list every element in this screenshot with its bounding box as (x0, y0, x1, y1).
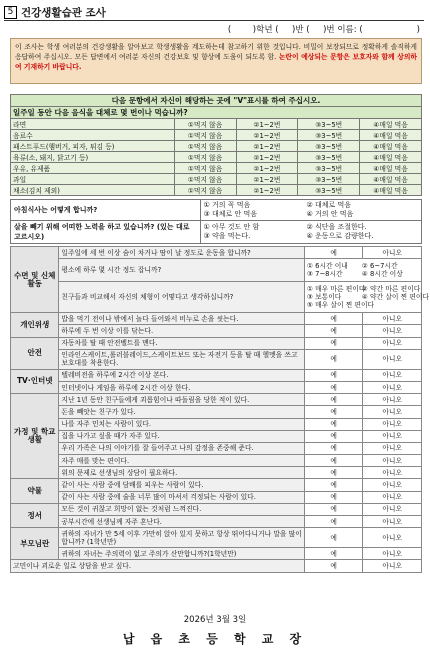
school-principal: 납 읍 초 등 학 교 장 (122, 632, 308, 646)
habit-option[interactable]: ② 식단을 조절한다. (306, 223, 367, 231)
question-text: 위의 문제로 선생님의 상담이 필요하다. (59, 467, 304, 479)
yes-option[interactable]: 예 (304, 479, 363, 491)
yes-option[interactable]: 예 (304, 528, 363, 548)
survey-row (11, 491, 422, 503)
yes-option[interactable]: 예 (304, 349, 363, 369)
no-option[interactable]: 아니오 (363, 516, 422, 528)
category-label: 가정 및 학교생활 (11, 394, 59, 479)
food-option-cell[interactable]: ④매일 먹음 (360, 119, 422, 130)
survey-row (11, 247, 422, 259)
survey-row (11, 349, 422, 369)
food-option-cell[interactable]: ②1~2번 (236, 163, 298, 174)
habit-option[interactable]: ① 아무 것도 안 함 (203, 223, 260, 231)
no-option[interactable]: 아니오 (363, 406, 422, 418)
question-text: 공부시간에 선생님께 자주 혼난다. (59, 516, 304, 528)
no-option[interactable]: 아니오 (363, 467, 422, 479)
yes-option[interactable]: 예 (304, 325, 363, 337)
habit-option[interactable]: ④ 거의 안 먹음 (306, 210, 354, 218)
section-number: 5 (4, 6, 17, 19)
question-text: 친구들과 비교해서 자신의 체형이 어떻다고 생각하십니까? (59, 282, 304, 313)
no-option[interactable]: 아니오 (363, 369, 422, 381)
food-item-label: 음료수 (11, 130, 175, 141)
survey-row (11, 442, 422, 454)
question-text: 모든 것이 귀찮고 희망이 없는 것처럼 느껴진다. (59, 503, 304, 515)
no-option[interactable]: 아니오 (363, 430, 422, 442)
category-label: 수면 및 신체활동 (11, 247, 59, 313)
food-option-cell[interactable]: ②1~2번 (236, 130, 298, 141)
no-option[interactable]: 아니오 (363, 455, 422, 467)
question-text: 집을 나가고 싶을 때가 자주 있다. (59, 430, 304, 442)
no-option[interactable]: 아니오 (363, 313, 422, 325)
question-text: 귀하의 자녀가 만 5세 이후 가만히 앉아 있지 못하고 항상 뛰어다니거나 말을 많이 합니까? (1학년만) (59, 528, 304, 548)
food-option-cell[interactable]: ①먹지 않음 (174, 174, 236, 185)
survey-row (11, 313, 422, 325)
yes-option[interactable]: 예 (304, 430, 363, 442)
yes-option[interactable]: 예 (304, 442, 363, 454)
no-option[interactable]: 아니오 (363, 247, 422, 259)
choice-option[interactable]: ② 6~7시간 (361, 262, 398, 271)
yes-option[interactable]: 예 (304, 313, 363, 325)
habit-question-row (11, 221, 422, 244)
food-option-cell[interactable]: ①먹지 않음 (174, 119, 236, 130)
yes-option[interactable]: 예 (304, 548, 363, 560)
food-row (11, 141, 422, 152)
yes-option[interactable]: 예 (304, 381, 363, 393)
food-option-cell[interactable]: ①먹지 않음 (174, 130, 236, 141)
habit-question-row (11, 200, 422, 221)
survey-row (11, 406, 422, 418)
yes-option[interactable]: 예 (304, 491, 363, 503)
student-info-line[interactable]: ( )학년 ( )반 ( )번 이름: ( ) (227, 25, 420, 35)
food-option-cell[interactable]: ②1~2번 (236, 119, 298, 130)
question-text: 텔레비전을 하루에 2시간 이상 본다. (59, 369, 304, 381)
yes-option[interactable]: 예 (304, 247, 363, 259)
choice-option[interactable]: ③ 보통이다 (306, 293, 342, 302)
food-option-cell[interactable]: ③3~5번 (298, 119, 360, 130)
survey-row (11, 548, 422, 560)
food-option-cell[interactable]: ③3~5번 (298, 130, 360, 141)
question-text: 자주 매를 맞는 편이다. (59, 455, 304, 467)
no-option[interactable]: 아니오 (363, 491, 422, 503)
choice-option[interactable]: ① 6시간 이내 (306, 262, 348, 271)
intro-text: 이 조사는 학생 여러분의 건강생활을 알아보고 학생생활을 계도하는데 참고하기 위한 것입니다. 비밀이 보장되므로 정확하게 솔직하게 응답하여 주십시오. 모든 답변에서 여러분 자신의 건강보호 및 향상에 도움이 되도록 함. (15, 43, 417, 61)
yes-option[interactable]: 예 (304, 337, 363, 349)
food-item-label: 라면 (11, 119, 175, 130)
food-option-cell[interactable]: ④매일 먹음 (360, 141, 422, 152)
food-item-label: 우유, 유제품 (11, 163, 175, 174)
food-row (11, 119, 422, 130)
no-option[interactable]: 아니오 (363, 528, 422, 548)
category-label: 개인위생 (11, 313, 59, 337)
habit-options (200, 200, 421, 221)
survey-row (11, 259, 422, 282)
food-item-label: 패스트푸드(햄버거, 피자, 튀김 등) (11, 141, 175, 152)
food-option-cell[interactable]: ④매일 먹음 (360, 185, 422, 196)
food-row (11, 174, 422, 185)
habit-option[interactable]: ④ 운동으로 감량한다. (306, 232, 374, 240)
survey-row (11, 282, 422, 313)
survey-row (11, 467, 422, 479)
question-text: 같이 사는 사람 중에 술을 너무 많이 마셔서 걱정되는 사람이 있다. (59, 491, 304, 503)
survey-row (11, 528, 422, 548)
no-option[interactable]: 아니오 (363, 560, 422, 572)
choice-option[interactable]: ② 약간 마른 편이다 (361, 285, 421, 294)
question-text: 인라인스케이트,롤러블레이드,스케이트보드 또는 자전거 등을 탈 때 헬멧을 쓰고 보호대를 착용한다. (59, 349, 304, 369)
food-row (11, 185, 422, 196)
no-option[interactable]: 아니오 (363, 442, 422, 454)
survey-row (11, 325, 422, 337)
food-row (11, 130, 422, 141)
category-label: 약물 (11, 479, 59, 503)
food-option-cell[interactable]: ①먹지 않음 (174, 185, 236, 196)
question-text: 자동차를 탈 때 안전벨트를 맨다. (59, 337, 304, 349)
food-option-cell[interactable]: ④매일 먹음 (360, 174, 422, 185)
food-row (11, 152, 422, 163)
yes-option[interactable]: 예 (304, 455, 363, 467)
habit-question-label: 아침식사는 어떻게 합니까? (11, 200, 201, 221)
category-label: 안전 (11, 337, 59, 369)
no-option[interactable]: 아니오 (363, 503, 422, 515)
yes-option[interactable]: 예 (304, 560, 363, 572)
choice-option[interactable]: ① 매우 마른 편이다 (306, 285, 366, 294)
food-option-cell[interactable]: ②1~2번 (236, 152, 298, 163)
category-label: TV·인터넷 (11, 369, 59, 393)
habit-option[interactable]: ③ 대체로 안 먹음 (203, 210, 258, 218)
choice-option[interactable]: ⑤ 매우 살이 찐 편이다 (306, 301, 375, 310)
no-option[interactable]: 아니오 (363, 479, 422, 491)
survey-row (11, 516, 422, 528)
habit-question-label: 살을 빼기 위해 어떠한 노력을 하고 있습니까? (있는 대로 고르시오) (11, 221, 201, 244)
choice-option[interactable]: ③ 7~8시간 (306, 270, 343, 279)
survey-row (11, 369, 422, 381)
food-question: 일주일 동안 다음 음식을 대체로 몇 번이나 먹습니까? (11, 107, 422, 119)
yes-option[interactable]: 예 (304, 467, 363, 479)
food-option-cell[interactable]: ②1~2번 (236, 185, 298, 196)
habit-option[interactable]: ① 거의 꼭 먹음 (203, 201, 251, 209)
food-item-label: 육류(소, 돼지, 닭고기 등) (11, 152, 175, 163)
food-instruction: 다음 문항에서 자신이 해당하는 곳에 "V"표시를 하여 주십시오. (11, 95, 422, 107)
question-text: 같이 사는 사람 중에 담배를 피우는 사람이 있다. (59, 479, 304, 491)
title-bar (4, 4, 424, 21)
yes-option[interactable]: 예 (304, 516, 363, 528)
habit-option[interactable]: ② 대체로 먹음 (306, 201, 352, 209)
survey-row (11, 560, 422, 572)
food-option-cell[interactable]: ④매일 먹음 (360, 152, 422, 163)
question-text: 우리 가족은 나의 이야기를 잘 들어주고 나의 감정을 존중해 준다. (59, 442, 304, 454)
choice-options (304, 259, 421, 282)
survey-row (11, 418, 422, 430)
question-text: 일주일에 세 번 이상 숨이 차거나 땀이 날 정도로 운동을 합니까? (59, 247, 304, 259)
question-text: 돈을 빼앗는 친구가 있다. (59, 406, 304, 418)
question-text: 나를 자주 민치는 사람이 있다. (59, 418, 304, 430)
food-option-cell[interactable]: ②1~2번 (236, 174, 298, 185)
food-option-cell[interactable]: ②1~2번 (236, 141, 298, 152)
food-frequency-table (10, 94, 422, 196)
no-option[interactable]: 아니오 (363, 381, 422, 393)
question-text: 지난 1년 동안 친구들에게 괴롭힘이나 따돌림을 당한 적이 있다. (59, 394, 304, 406)
question-text: 밥을 먹기 전이나 밖에서 놀다 들어와서 비누로 손을 씻는다. (59, 313, 304, 325)
food-option-cell[interactable]: ①먹지 않음 (174, 152, 236, 163)
no-option[interactable]: 아니오 (363, 337, 422, 349)
choice-options (304, 282, 430, 313)
yes-option[interactable]: 예 (304, 369, 363, 381)
survey-row (11, 337, 422, 349)
question-text: 평소에 하루 몇 시간 정도 잡니까? (59, 259, 304, 282)
category-label: 부모님란 (11, 528, 59, 560)
question-text: 고민이나 괴로운 일로 상담을 받고 싶다. (11, 560, 305, 572)
yes-option[interactable]: 예 (304, 394, 363, 406)
yes-option[interactable]: 예 (304, 406, 363, 418)
food-option-cell[interactable]: ④매일 먹음 (360, 163, 422, 174)
food-item-label: 채소(김치 제외) (11, 185, 175, 196)
habit-options (200, 221, 421, 244)
choice-option[interactable]: ④ 약간 살이 찐 편이다 (361, 293, 430, 302)
no-option[interactable]: 아니오 (363, 394, 422, 406)
habit-option[interactable]: ③ 약을 먹는다. (203, 232, 251, 240)
food-option-cell[interactable]: ③3~5번 (298, 152, 360, 163)
habit-questions-table (10, 199, 422, 244)
food-option-cell[interactable]: ③3~5번 (298, 163, 360, 174)
food-option-cell[interactable]: ④매일 먹음 (360, 130, 422, 141)
yes-option[interactable]: 예 (304, 418, 363, 430)
no-option[interactable]: 아니오 (363, 349, 422, 369)
question-text: 인터넷이나 게임을 하루에 2시간 이상 한다. (59, 381, 304, 393)
survey-row (11, 455, 422, 467)
survey-row (11, 503, 422, 515)
food-item-label: 과일 (11, 174, 175, 185)
intro-emphasis: 논란이 예상되는 문항은 보호자와 함께 상의하여 기재하기 바랍니다. (15, 53, 417, 71)
survey-row (11, 430, 422, 442)
survey-date: 2026년 3월 3일 (183, 615, 247, 625)
food-option-cell[interactable]: ③3~5번 (298, 174, 360, 185)
question-text: 귀하의 자녀는 주의력이 없고 주의가 산만합니까?(1학년만) (59, 548, 304, 560)
food-option-cell[interactable]: ①먹지 않음 (174, 141, 236, 152)
survey-row (11, 479, 422, 491)
no-option[interactable]: 아니오 (363, 418, 422, 430)
choice-option[interactable]: ④ 8시간 이상 (361, 270, 403, 279)
food-option-cell[interactable]: ③3~5번 (298, 141, 360, 152)
health-habits-table (10, 246, 430, 573)
question-text: 하루에 두 번 이상 이를 닦는다. (59, 325, 304, 337)
food-option-cell[interactable]: ①먹지 않음 (174, 163, 236, 174)
survey-row (11, 394, 422, 406)
yes-option[interactable]: 예 (304, 503, 363, 515)
no-option[interactable]: 아니오 (363, 548, 422, 560)
food-option-cell[interactable]: ③3~5번 (298, 185, 360, 196)
food-row (11, 163, 422, 174)
survey-row (11, 381, 422, 393)
page-title: 건강생활습관 조사 (21, 6, 106, 19)
category-label: 정서 (11, 503, 59, 527)
no-option[interactable]: 아니오 (363, 325, 422, 337)
intro-box (10, 38, 422, 84)
